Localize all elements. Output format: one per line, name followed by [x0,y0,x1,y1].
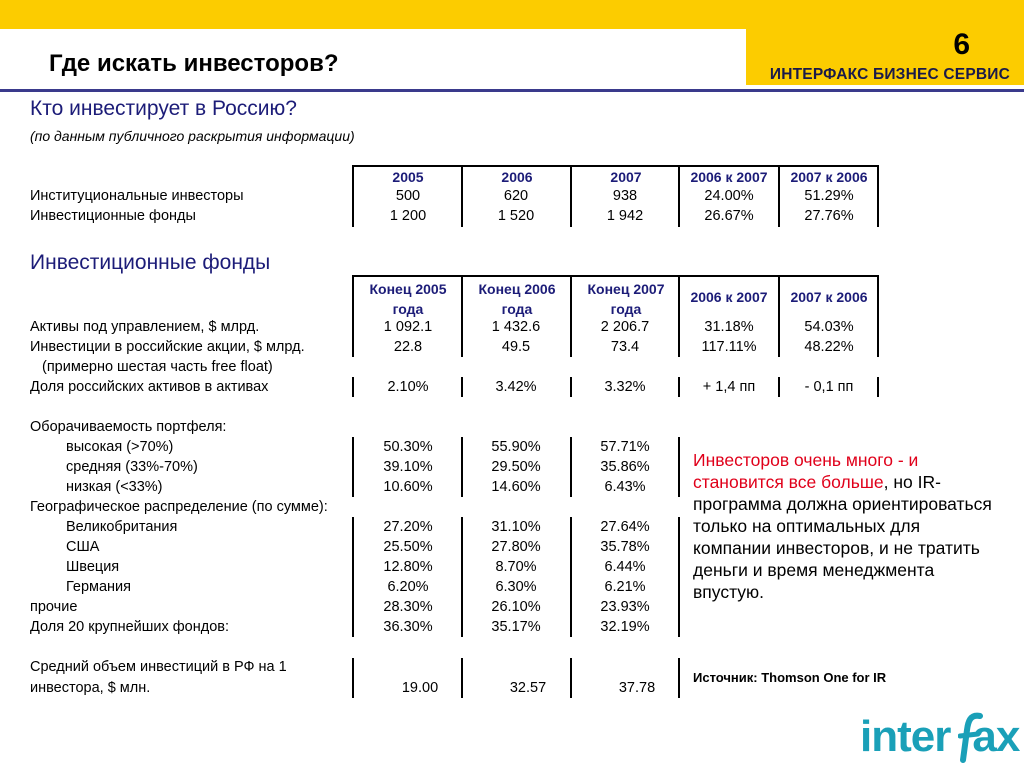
table2-cell: 57.71% [600,439,650,455]
table2-col-divider [570,517,572,637]
callout-text: , но IR-программа должна ориентироваться только на оптимальных для компании инвесторов, и не тратить деньги и время менеджмента впустую. [693,472,992,602]
table2-row-label: Инвестиции в российские акции, $ млрд. [30,339,305,355]
table2-cell: 29.50% [491,459,541,475]
table2-col-divider [352,658,354,698]
table2-col-header-line: года [392,301,424,317]
table2-col-header [356,279,460,319]
table2-cell: 6.30% [495,579,537,595]
table2-cell: 23.93% [600,599,650,615]
table2-cell: 36.30% [383,619,433,635]
table2-col-divider [570,275,572,357]
table2-cell: 35.86% [600,459,650,475]
table1-col-header: 2005 [392,169,424,185]
table2-cell: 31.18% [704,319,754,335]
table2-col-header-line: Конец 2006 [478,281,556,297]
table2-cell: 28.30% [383,599,433,615]
table2-cell: 3.42% [495,379,537,395]
table2-cell: 2 206.7 [600,319,650,335]
table2-col-header: 2007 к 2006 [790,289,868,305]
table2-cell: 50.30% [383,439,433,455]
logo-f-icon [958,712,984,764]
table2-row-label: Швеция [66,559,120,575]
slide-title: Где искать инвесторов? [49,50,339,77]
interfax-logo [860,712,1019,762]
table1-cell: 620 [503,188,529,204]
section1-subheading: (по данным публичного раскрытия информации) [30,128,355,144]
table1-col-header: 2007 [610,169,642,185]
table2-col-divider [678,517,680,637]
table2-col-divider [461,377,463,397]
table2-row-label: инвестора, $ млн. [30,680,151,696]
table2-row-label: средняя (33%-70%) [66,459,198,475]
table2-row-label: прочие [30,599,78,615]
table2-col-divider [352,275,354,357]
table2-row-label: Активы под управлением, $ млрд. [30,319,260,335]
table2-row-label: Доля российских активов в активах [30,379,269,395]
table2-col-header [465,279,569,319]
table2-cell: 1 092.1 [383,319,433,335]
page-badge [746,0,1024,85]
table2-row-label: США [66,539,100,555]
table2-cell: 32.57 [509,680,547,696]
table2-col-header-line: Конец 2005 [369,281,447,297]
table2-col-divider [352,377,354,397]
table2-cell: 27.64% [600,519,650,535]
table2-cell: 6.20% [387,579,429,595]
table2-cell: 19.00 [401,680,439,696]
geo-label: Географическое распределение (по сумме): [30,499,328,515]
section1-heading: Кто инвестирует в Россию? [30,97,297,120]
callout-note [693,449,993,603]
table2-cell: 27.80% [491,539,541,555]
page-number: 6 [953,28,970,61]
table1-cell: 1 200 [389,208,427,224]
header-bar [0,0,746,29]
table2-col-header-line: года [501,301,533,317]
table2-cell: 6.21% [604,579,646,595]
table1-col-divider [352,165,354,227]
table2-cell: 25.50% [383,539,433,555]
table1-cell: 938 [612,188,638,204]
table2-cell: 2.10% [387,379,429,395]
table1-cell: 51.29% [804,188,854,204]
table2-col-divider [461,275,463,357]
table2-col-divider [461,517,463,637]
table1-row-label: Институциональные инвесторы [30,188,244,204]
table1-col-divider [570,165,572,227]
table2-cell: 37.78 [618,680,656,696]
table1-cell: 1 942 [606,208,644,224]
callout-highlight: Инвесторов очень много - и становится все больше [693,450,919,492]
table2-cell: 73.4 [610,339,640,355]
table2-cell: 54.03% [804,319,854,335]
table2-col-divider [352,517,354,637]
table2-col-header-line: года [610,301,642,317]
table2-cell: 26.10% [491,599,541,615]
table2-cell: 117.11% [701,339,757,355]
table2-cell: 35.78% [600,539,650,555]
table2-row-label: Средний объем инвестиций в РФ на 1 [30,659,287,675]
logo-text-tail: ax [972,712,1020,761]
table2-row-label: высокая (>70%) [66,439,174,455]
table2-cell: 1 432.6 [491,319,541,335]
table1-col-header: 2006 [501,169,533,185]
table1-cell: 26.67% [704,208,754,224]
table2-col-divider [352,437,354,497]
table2-col-divider [570,377,572,397]
company-name: ИНТЕРФАКС БИЗНЕС СЕРВИС [769,66,1010,83]
table2-cell: 6.44% [604,559,646,575]
table2-top-border [352,275,879,277]
table2-cell: 31.10% [491,519,541,535]
table2-cell: 55.90% [491,439,541,455]
header-rule [0,89,1024,92]
section2-heading: Инвестиционные фонды [30,251,271,274]
table1-top-border [352,165,879,167]
logo-text-main: inter [860,712,951,761]
table2-col-divider [678,437,680,497]
table2-cell: + 1,4 пп [702,379,756,395]
table1-cell: 27.76% [804,208,854,224]
table2-row-label: Германия [66,579,132,595]
table1-col-header: 2006 к 2007 [690,169,768,185]
table1-row-label: Инвестиционные фонды [30,208,196,224]
table2-cell: 27.20% [383,519,433,535]
table2-cell: 10.60% [383,479,433,495]
table2-cell: 3.32% [604,379,646,395]
table2-cell: 39.10% [383,459,433,475]
table2-col-header [574,279,678,319]
table1-col-divider [461,165,463,227]
table2-row-label: Великобритания [66,519,178,535]
table2-cell: 12.80% [383,559,433,575]
table1-cell: 1 520 [497,208,535,224]
table2-row-label: Доля 20 крупнейших фондов: [30,619,230,635]
table1-cell: 24.00% [704,188,754,204]
table2-cell: 22.8 [393,339,423,355]
table2-col-header: 2006 к 2007 [690,289,768,305]
table2-cell: 48.22% [804,339,854,355]
source-note: Источник: Thomson One for IR [693,670,887,685]
table2-cell: 32.19% [600,619,650,635]
turnover-label: Оборачиваемость портфеля: [30,419,227,435]
table2-cell: 49.5 [501,339,531,355]
table2-cell: 6.43% [604,479,646,495]
table2-cell: 14.60% [491,479,541,495]
table2-row-note: (примерно шестая часть free float) [42,359,273,375]
table2-cell: - 0,1 пп [804,379,854,395]
table2-row-label: низкая (<33%) [66,479,163,495]
table2-cell: 8.70% [495,559,537,575]
table2-cell: 35.17% [491,619,541,635]
table1-col-header: 2007 к 2006 [790,169,868,185]
table2-col-header-line: Конец 2007 [587,281,665,297]
table2-col-divider [461,437,463,497]
table2-col-divider [570,437,572,497]
table1-cell: 500 [395,188,421,204]
